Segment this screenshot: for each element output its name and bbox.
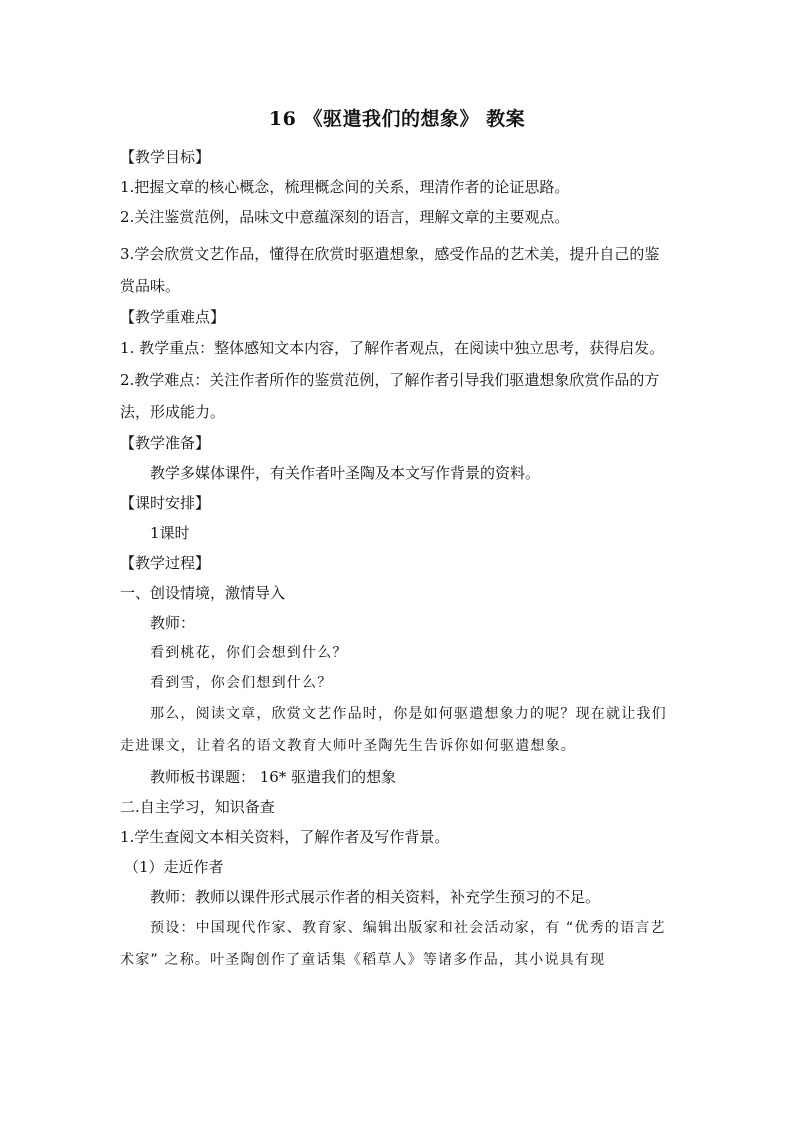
step-2-item-1: 1.学生查阅文本相关资料，了解作者及写作背景。 (120, 828, 450, 846)
question-1: 看到桃花，你们会想到什么？ (150, 645, 348, 661)
goal-item-1: 1.把握文章的核心概念，梳理概念间的关系，理清作者的论证思路。 (120, 178, 570, 196)
prep-text: 教学多媒体课件，有关作者叶圣陶及本文写作背景的资料。 (150, 464, 541, 482)
key-point-1: 1. 教学重点：整体感知文本内容，了解作者观点，在阅读中独立思考，获得启发。 (120, 339, 665, 357)
section-header-goals: 【教学目标】 (120, 148, 211, 166)
goal-item-3: 3.学会欣赏文艺作品，懂得在欣赏时驱遣想象，感受作品的艺术美，提升自己的鉴赏品味。 (120, 245, 660, 295)
key-point-2: 2.教学难点：关注作者所作的鉴赏范例，了解作者引导我们驱遣想象欣赏作品的方法，形成能力。 (120, 371, 660, 421)
intro-paragraph: 那么，阅读文章，欣赏文艺作品时，你是如何驱遣想象力的呢？现在就让我们走进课文，让着名的语文教育大师叶圣陶先生告诉你如何驱遣想象。 (120, 706, 667, 754)
author-subheading: （1）走近作者 (124, 858, 224, 876)
section-header-process: 【教学过程】 (120, 554, 211, 572)
board-topic: 教师板书课题： 16* 驱遣我们的想象 (150, 768, 397, 786)
step-1-title: 一、创设情境，激情导入 (120, 584, 286, 602)
page-title: 16 《驱遣我们的想象》 教案 (268, 108, 526, 130)
document-body (120, 142, 674, 976)
preset-paragraph: 预设：中国现代作家、教育家、编辑出版家和社会活动家，有 “优秀的语言艺术家” 之称。叶圣陶创作了童话集《稻草人》等诸多作品，其小说具有现 (120, 920, 666, 968)
schedule-text: 1课时 (150, 524, 190, 542)
section-header-prep: 【教学准备】 (120, 434, 211, 452)
section-header-keypoints: 【教学重难点】 (120, 308, 226, 326)
section-header-schedule: 【课时安排】 (120, 494, 211, 512)
author-teacher-text: 教师：教师以课件形式展示作者的相关资料，补充学生预习的不足。 (150, 888, 601, 906)
step-2-title: 二.自主学习，知识备查 (120, 798, 275, 816)
question-2: 看到雪，你会们想到什么？ (150, 675, 333, 691)
goal-item-2: 2.关注鉴赏范例，品味文中意蕴深刻的语言，理解文章的主要观点。 (120, 208, 570, 226)
teacher-label: 教师： (150, 614, 196, 632)
